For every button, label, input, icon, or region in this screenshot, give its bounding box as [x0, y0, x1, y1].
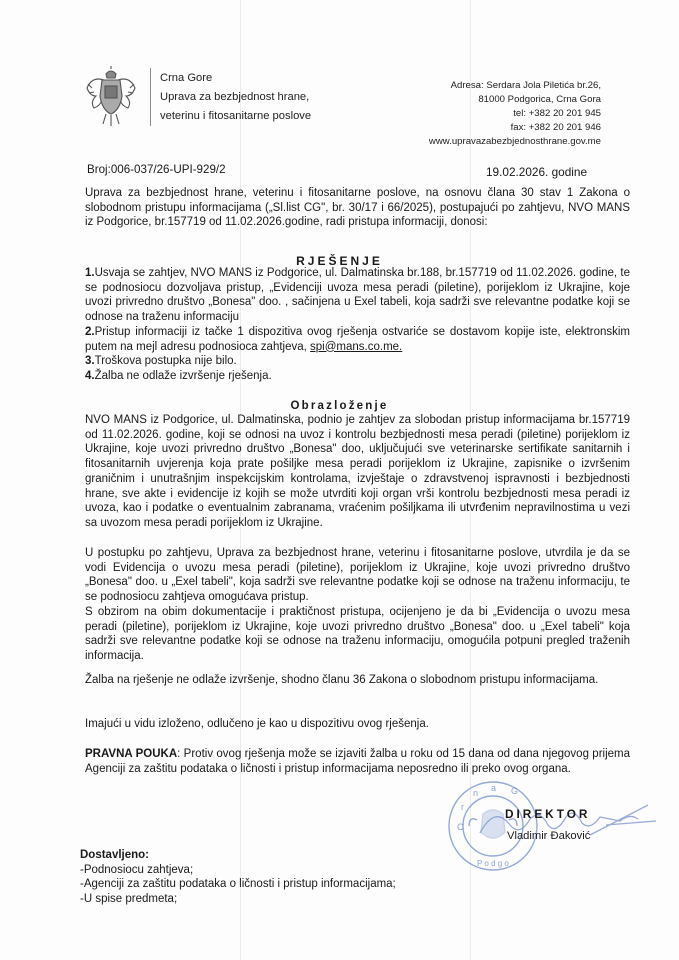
decision-item-3: 3.Troškova postupka nije bilo.: [85, 355, 237, 368]
header-divider: [150, 68, 151, 126]
conclusion: Imajući u vidu izloženo, odlučeno je kao u dispozitivu ovog rješenja.: [85, 718, 429, 730]
svg-text:n: n: [473, 788, 479, 798]
svg-text:r: r: [461, 802, 464, 812]
address-street: Adresa: Serdara Jola Piletića br.26,: [450, 80, 601, 91]
intro-paragraph: Uprava za bezbjednost hrane, veterinu i fitosanitarne poslove, na osnovu člana 30 stav 1 Zakona o slobodnom pristupu informacijama („Sl.list CG", br. 30/17 i 66/2025), postupajući po zahtjevu, NVO MANS iz Podgorice, br.157719 od 11.02.2026.godine, radi pristupa informaciji, donosi:: [85, 187, 630, 229]
reasoning-paragraph-1: NVO MANS iz Podgorice, ul. Dalmatinska, podnio je zahtjev za slobodan pristup informacijama br.157719 od 11.02.2026. godine, koji se odnosi na uvoz i kontrolu bezbjednosti mesa peradi (piletine) porijeklom iz Ukrajine, koje uvozi privredno društvo „Bonesa" doo, uključujući sve veterinarske sertifikate sanitarnih i fitosanitarnih uvjerenja koja prate pošiljke mesa peradi porijeklom iz Ukrajine, zapisnike o izvršenim graničnim i unutrašnjim inspekcijskim kontrolama, izvještaje o zdravstvenoj ispravnosti i bezbjednosti hrane, sve akte i evidencije iz kojih se može utvrditi koji organ vrši kontrolu bezbjednosti mesa peradi iz uvoza, kao i podatke o eventualnim zabranama, vraćenim pošiljkama ili utvrđenim nepravilnostima u vezi sa uvozom mesa peradi porijeklom iz Ukrajine.: [85, 414, 630, 529]
email-link[interactable]: spi@mans.co.me.: [310, 340, 403, 353]
delivery-item: -Podnosiocu zahtjeva;: [80, 863, 194, 876]
signature-icon: [470, 795, 660, 855]
delivery-title: Dostavljeno:: [80, 849, 150, 861]
website-link[interactable]: www.upravazabezbjednosthrane.gov.me: [428, 136, 601, 147]
reasoning-title: Obrazloženje: [290, 400, 389, 412]
delivery-list: [80, 848, 396, 906]
svg-text:a: a: [491, 783, 497, 793]
decision-item-2: 2.Pristup informaciji iz tačke 1 dispozitiva ovog rješenja ostvariće se dostavom kopije iste, elektronskim putem na mejl adresu podnosioca zahtjeva, spi@mans.co.me.: [85, 325, 630, 353]
organization-name: [160, 69, 311, 126]
svg-text:C: C: [457, 822, 464, 832]
delivery-item: -U spise predmeta;: [80, 892, 178, 905]
phone-number: tel: +382 20 201 945: [513, 108, 601, 119]
document-date: 19.02.2026. godine: [486, 165, 588, 179]
decision-title: RJEŠENJE: [296, 254, 383, 268]
reasoning-paragraph-3: S obzirom na obim dokumentacije i praktičnost pristupa, ocijenjeno je da bi „Evidencija o uvozu mesa peradi (piletine), porijeklom iz Ukrajine, koje uvozi privredno društvo „Bonesa" doo. u „Exel tabeli" koja sadrži sve relevantne podatke koji se odnose na traženu informaciju, omogućila potpuni pregled traženih informacija.: [85, 606, 630, 663]
decision-items: [85, 266, 630, 384]
delivery-item: -Agenciji za zaštitu podataka o ličnosti i pristup informacijama;: [80, 878, 396, 890]
org-line-agency-cont: veterinu i fitosanitarne poslove: [160, 110, 312, 122]
signatory-title: DIREKTOR: [505, 807, 591, 821]
contact-address: [429, 79, 601, 149]
org-line-agency: Uprava za bezbjednost hrane,: [160, 91, 310, 103]
svg-text:G: G: [511, 786, 519, 796]
signatory-name: Vladimir Đaković: [507, 830, 591, 842]
decision-item-4: 4.Žalba ne odlaže izvršenje rješenja.: [85, 369, 272, 382]
svg-text:P o d g o: P o d g o: [477, 859, 509, 868]
coat-of-arms-icon: [84, 66, 138, 128]
address-city: 81000 Podgorica, Crna Gora: [478, 94, 601, 105]
fax-number: fax: +382 20 201 946: [510, 122, 601, 133]
decision-item-1: 1.Usvaja se zahtjev, NVO MANS iz Podgorice, ul. Dalmatinska br.188, br.157719 od 11.02.2026. godine, te se podnosiocu dozvoljava pristup, „Evidenciji uvoza mesa peradi (piletine), porijeklom iz Ukrajine, koje uvozi privredno društvo „Bonesa" doo. , sačinjena u Exel tabeli, koja sadrži sve relevantne podatke koji se odnose na traženu informaciju: [85, 267, 630, 324]
legal-remedy: PRAVNA POUKA: Protiv ovog rješenja može se izjaviti žalba u roku od 15 dana od dana njegovog prijema Agenciji za zaštitu podataka o ličnosti i pristup informacijama neposredno ili preko ovog organa.: [85, 748, 631, 775]
org-line-country: Crna Gore: [160, 72, 213, 84]
reasoning-paragraph-2: U postupku po zahtjevu, Uprava za bezbjednost hrane, veterinu i fitosanitarne poslove, utvrdila je da se vodi Evidencija o uvozu mesa peradi (piletine), porijeklom iz Ukrajine, koje uvozi privredno društvo „Bonesa" doo. u „Exel tabeli", koja sadrži sve relevantne podatke koji se odnose na traženu informaciju, te se podnosiocu zahtjeva omogućava pristup.: [85, 547, 630, 604]
appeal-note: Žalba na rješenje ne odlaže izvršenje, shodno članu 36 Zakona o slobodnom pristupu informacijama.: [85, 674, 599, 686]
reference-number: Broj:006-037/26-UPI-929/2: [87, 163, 226, 176]
